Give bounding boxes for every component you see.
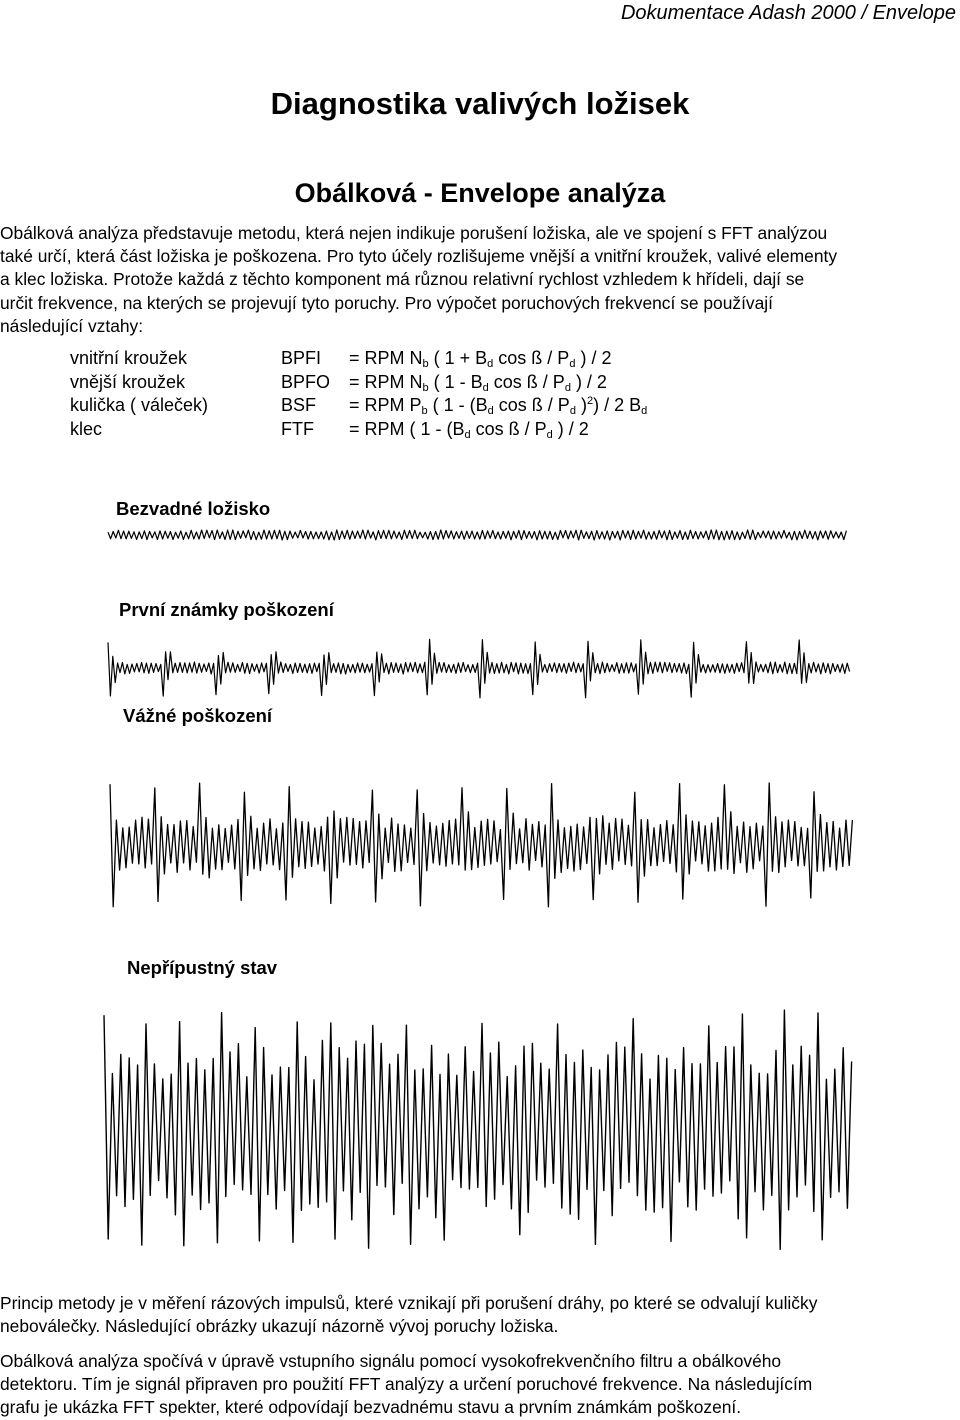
formula-expression: = RPM $N_b$ ( $1 + B_d$ cos ß / $P_d$ ) / 2 — [349, 348, 612, 370]
section-title: Obálková - Envelope analýza — [294, 178, 666, 208]
component-name: vnitřní kroužek — [70, 348, 188, 368]
waveform-label-early-damage: První známky poškození — [119, 599, 334, 620]
frequency-abbreviation: BPFO — [281, 371, 331, 392]
waveform-serious-damage — [110, 783, 852, 907]
waveform-early-damage — [108, 639, 850, 698]
frequency-abbreviation: BPFI — [281, 348, 322, 368]
footer-line: Princip metody je v měření rázových impulsů, které vznikají při porušení dráhy, po které se odvalují kuličky — [0, 1293, 818, 1313]
frequency-abbreviation: FTF — [281, 418, 314, 439]
page-header: Dokumentace Adash 2000 / Envelope — [620, 2, 956, 24]
component-name: klec — [70, 418, 103, 439]
waveform-label-unacceptable: Nepřípustný stav — [127, 957, 278, 978]
frequency-abbreviation: BSF — [281, 395, 317, 415]
footer-paragraph-1 — [0, 1292, 958, 1338]
page-title: Diagnostika valivých ložisek — [270, 86, 690, 121]
formula-expression: = RPM ( $1 - (B_d$ cos ß / $P_d$ ) / 2 — [349, 418, 589, 441]
footer-paragraph-2 — [0, 1350, 958, 1420]
intro-line: určit frekvence, na kterých se projevují tyto poruchy. Pro výpočet poruchových frekvencí se používají — [0, 292, 773, 313]
footer-line: Obálková analýza spočívá v úpravě vstupního signálu pomocí vysokofrekvenčního filtru a obálkového — [0, 1351, 782, 1371]
intro-line: následující vztahy: — [0, 315, 144, 336]
intro-line: Obálková analýza představuje metodu, která nejen indikuje porušení ložiska, ale ve spojení s FFT analýzou — [0, 223, 828, 243]
intro-line: také určí, která část ložiska je poškozena. Pro tyto účely rozlišujeme vnější a vnitřní kroužek, valivé elementy — [0, 246, 838, 267]
waveform-unacceptable — [104, 1010, 852, 1249]
intro-line: a klec ložiska. Protože každá z těchto komponent má různou relativní rychlost vzhledem k hřídeli, dají se — [0, 269, 805, 290]
formula-expression: = RPM $P_b$ ( $1 - (B_d$ cos ß / $P_d$ )$^2$) / 2 $B_d$ — [349, 395, 648, 417]
waveform-label-serious-damage: Vážné poškození — [123, 705, 273, 726]
formula-expression: = RPM $N_b$ ( $1 - B_d$ cos ß / $P_d$ ) / 2 — [349, 371, 607, 394]
waveform-label-healthy: Bezvadné ložisko — [116, 498, 271, 519]
waveform-healthy — [108, 530, 846, 540]
component-name: kulička ( váleček) — [70, 395, 209, 415]
footer-line: neboválečky. Následující obrázky ukazují názorně vývoj poruchy ložiska. — [0, 1316, 559, 1337]
footer-line: detektoru. Tím je signál připraven pro použití FFT analýzy a určení poruchové frekvence. Na následujícím — [0, 1374, 813, 1395]
footer-line: grafu je ukázka FFT spekter, které odpovídají bezvadnému stavu a prvním známkám poškození. — [0, 1397, 742, 1418]
component-name: vnější kroužek — [70, 371, 186, 392]
